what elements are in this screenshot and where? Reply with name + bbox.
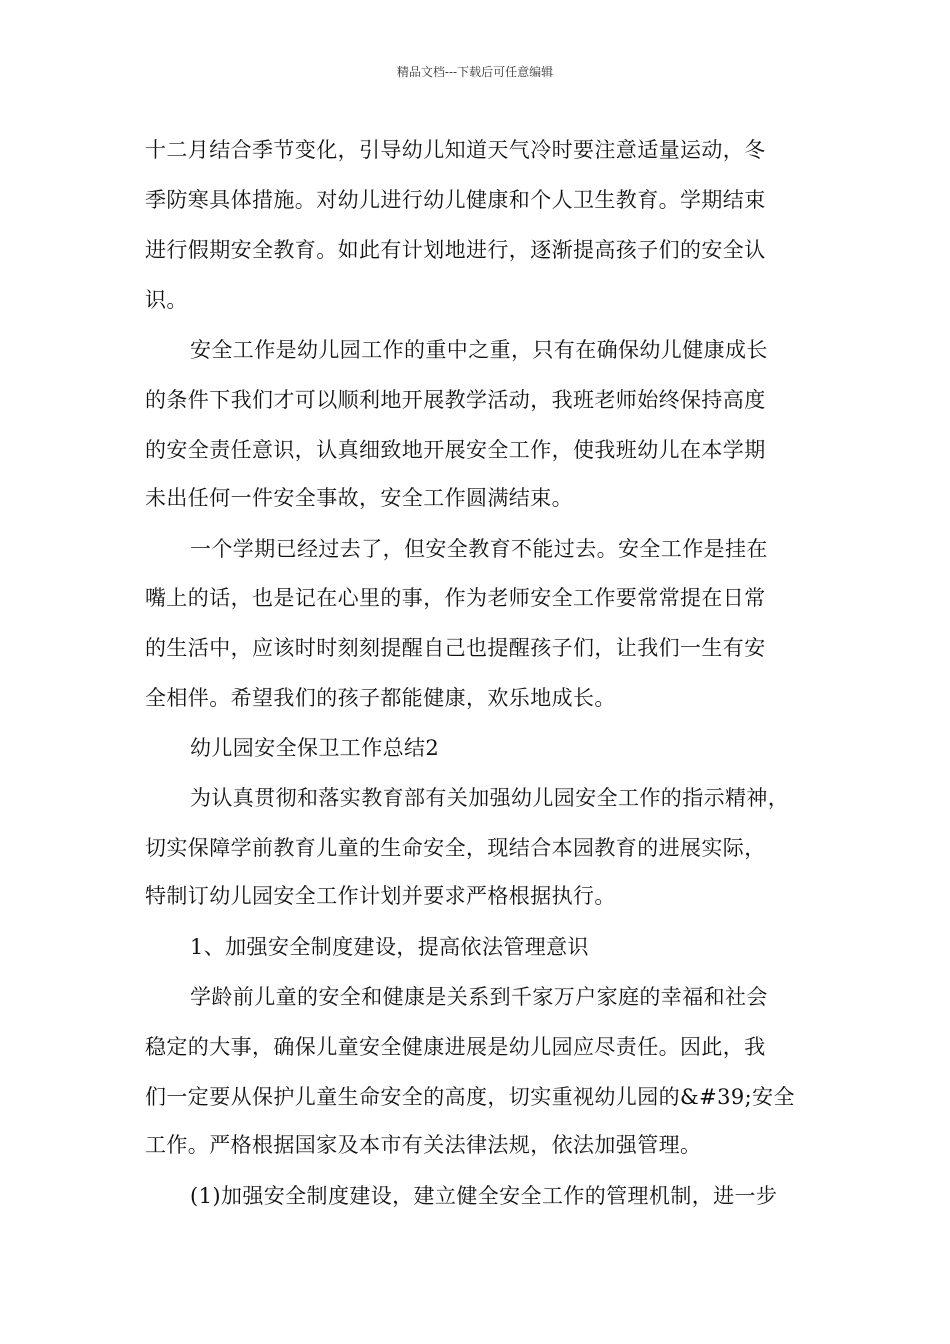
body-line: 特制订幼儿园安全工作计划并要求严格根据执行。: [145, 884, 616, 908]
body-line: 未出任何一件安全事故，安全工作圆满结束。: [145, 486, 573, 510]
body-line: 工作。严格根据国家及本市有关法律法规，依法加强管理。: [145, 1133, 702, 1157]
body-line: 稳定的大事，确保儿童安全健康进展是幼儿园应尽责任。因此，我: [145, 1035, 766, 1059]
paragraph-start: 为认真贯彻和落实教育部有关加强幼儿园安全工作的指示精神，: [190, 786, 790, 810]
body-line: 十二月结合季节变化，引导幼儿知道天气冷时要注意适量运动，冬: [145, 138, 766, 162]
paragraph-start: 安全工作是幼儿园工作的重中之重，只有在确保幼儿健康成长: [190, 338, 768, 362]
body-line: 嘴上的话，也是记在心里的事，作为老师安全工作要常常提在日常: [145, 586, 766, 610]
paragraph-start: 一个学期已经过去了，但安全教育不能过去。安全工作是挂在: [190, 537, 768, 561]
body-line: 进行假期安全教育。如此有计划地进行，逐渐提高孩子们的安全认: [145, 238, 766, 262]
body-line: 的条件下我们才可以顺利地开展教学活动，我班老师始终保持高度: [145, 388, 766, 412]
body-line: 季防寒具体措施。对幼儿进行幼儿健康和个人卫生教育。学期结束: [145, 188, 766, 212]
body-line: 们一定要从保护儿童生命安全的高度，切实重视幼儿园的&#39;安全: [145, 1085, 795, 1109]
page-header: 精品文档---下载后可任意编辑: [396, 65, 554, 79]
paragraph-start: 学龄前儿童的安全和健康是关系到千家万户家庭的幸福和社会: [190, 985, 768, 1009]
body-line: 的生活中，应该时时刻刻提醒自己也提醒孩子们，让我们一生有安: [145, 636, 766, 660]
body-line: 全相伴。希望我们的孩子都能健康，欢乐地成长。: [145, 686, 616, 710]
body-line: 切实保障学前教育儿童的生命安全，现结合本园教育的进展实际，: [145, 836, 766, 860]
body-line: 的安全责任意识，认真细致地开展安全工作，使我班幼儿在本学期: [145, 438, 766, 462]
body-line: 识。: [145, 288, 188, 312]
subsection-heading: 1、加强安全制度建设，提高依法管理意识: [190, 935, 589, 959]
paragraph-start: (1)加强安全制度建设，建立健全安全工作的管理机制，进一步: [190, 1184, 778, 1208]
section-title: 幼儿园安全保卫工作总结2: [190, 736, 440, 760]
